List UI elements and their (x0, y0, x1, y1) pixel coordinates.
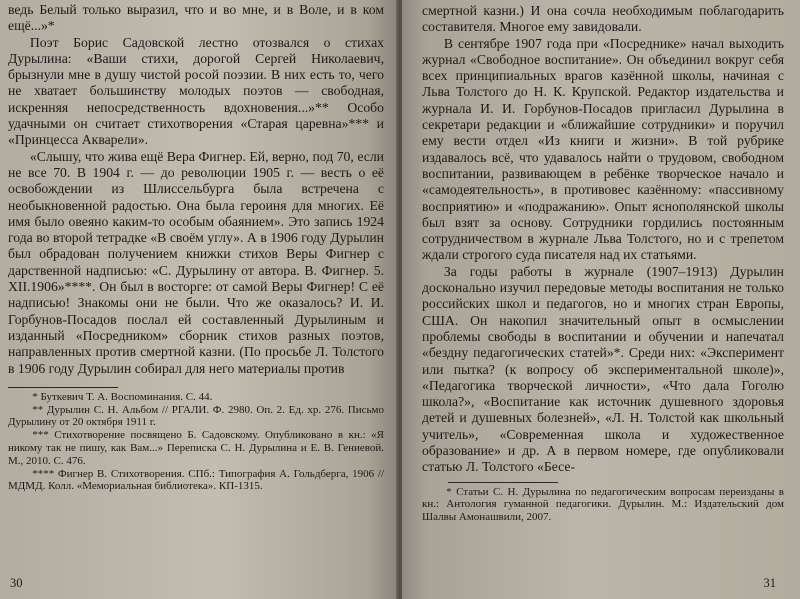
left-paragraph-1: ведь Белый только выразил, что и во мне, и в Воле, и в ком ещё...»* (8, 2, 384, 34)
right-body-text (422, 3, 784, 476)
right-footnote-1: * Статьи С. Н. Дурылина по педагогическим вопросам переизданы в кн.: Антология гуманной педагогики. Дурылин. М.: Издательский дом Шалвы Амонашвили, 2007. (422, 485, 784, 524)
right-page-number: 31 (763, 576, 776, 590)
right-paragraph-1: смертной казни.) И она сочла необходимым поблагодарить составителя. Многое ему завидовали. (422, 3, 784, 35)
left-page (0, 0, 398, 599)
right-footnotes (422, 486, 784, 524)
left-page-number: 30 (10, 576, 23, 590)
right-page (402, 0, 800, 599)
left-footnote-3: *** Стихотворение посвящено Б. Садовскому. Опубликовано в кн.: «Я никому так не пишу, как Вам...» Переписка С. Н. Дурылина и Е. В. Гениевой. М., 2010. С. 476. (8, 429, 384, 467)
left-paragraph-3: «Слышу, что жива ещё Вера Фигнер. Ей, верно, под 70, если не все 70. В 1904 г. — до революции 1905 г. — весть о её освобождении из Шлиссельбурга была встречена с необыкновенной радостью. Она была героиня для многих. Её имя было овеяно каким-то особым обаянием». Это запись 1924 года во второй тетрадке «В своём углу». А в 1906 году Дурылин был обрадован получением книжки стихов Веры Фигнер с дарственной надписью: «С. Дурылину от автора. В. Фигнер. 5. XII.1906»****. Он был в восторге: от самой Веры Фигнер! С её надписью! Знакомы они не были. Что же оказалось? И. И. Горбунов-Посадов послал ей составленный Дурылиным и изданный «Посредником» сборник стихов разных поэтов, направленных против смертной казни. (По просьбе Л. Толстого в 1906 году Дурылин собирал для него материалы против (8, 148, 384, 376)
left-footnotes (8, 391, 384, 493)
right-paragraph-2: В сентябре 1907 года при «Посреднике» начал выходить журнал «Свободное воспитание». Он объединил вокруг себя всех принципиальных врагов казённой школы, начиная с Льва Толстого до Н. К. Крупской. Редактор издательства и журнала И. И. Горбунов-Посадов пригласил Дурылина в секретари редакции и «ближайшие сотрудники» и поручил ему вести отдел «Из книги и жизни». В той рубрике издавалось всё, что удавалось найти о трудовом, свободном воспитании, развивающем в ребёнке творческое начало и «самодеятельность», в противовес казённому: «пассивному восприятию» и «подражанию». Опыт яснополянской школы был взят за основу. Сотрудники гордились постоянным сотрудничеством в журнале Льва Толстого, но и с трепетом ждали строгого суда писателя над их статьями. (422, 35, 784, 263)
right-footnote-rule (448, 482, 558, 483)
left-footnote-2: ** Дурылин С. Н. Альбом // РГАЛИ. Ф. 2980. Оп. 2. Ед. хр. 276. Письмо Дурылину от 20 октября 1911 г. (8, 403, 384, 429)
left-paragraph-2: Поэт Борис Садовской лестно отозвался о стихах Дурылина: «Ваши стихи, дорогой Сергей Николаевич, брызнули мне в душу чистой росой поэзии. В них есть то, чего не хватает большинству молодых поэтов — свободная, искренняя непосредственность вдохновения...»** Особо удачными он считает стихотворения «Старая царевна»*** и «Принцесса Акварели». (8, 34, 384, 148)
right-paragraph-3: За годы работы в журнале (1907–1913) Дурылин досконально изучил передовые методы воспитания не только российских школ и педагогов, но и многих стран Европы, США. Он накопил значительный опыт в осмыслении проблемы свободы в воспитании и обучении и напечатал «бездну педагогических статей»*. Среди них: «Эксперимент или пытка? (к вопросу об экспериментальной школе)», «Педагогика творческой личности», «Что дала Гоголю школа?», «Воспитание как источник душевного здоровья детей и душевных болезней», «Л. Н. Толстой как школьный учитель», «Современная школа и художественное образование» и др. А в первом номере, где опубликовали статью Л. Толстого «Бесе- (422, 263, 784, 475)
left-body-text (8, 2, 384, 377)
left-footnote-4: **** Фигнер В. Стихотворения. СПб.: Типография А. Гольдберга, 1906 // МДМД. Колл. «Мемориальная библиотека». КП-1315. (8, 467, 384, 493)
left-footnote-rule (8, 387, 118, 388)
left-footnote-1: * Буткевич Т. А. Воспоминания. С. 44. (32, 390, 213, 403)
